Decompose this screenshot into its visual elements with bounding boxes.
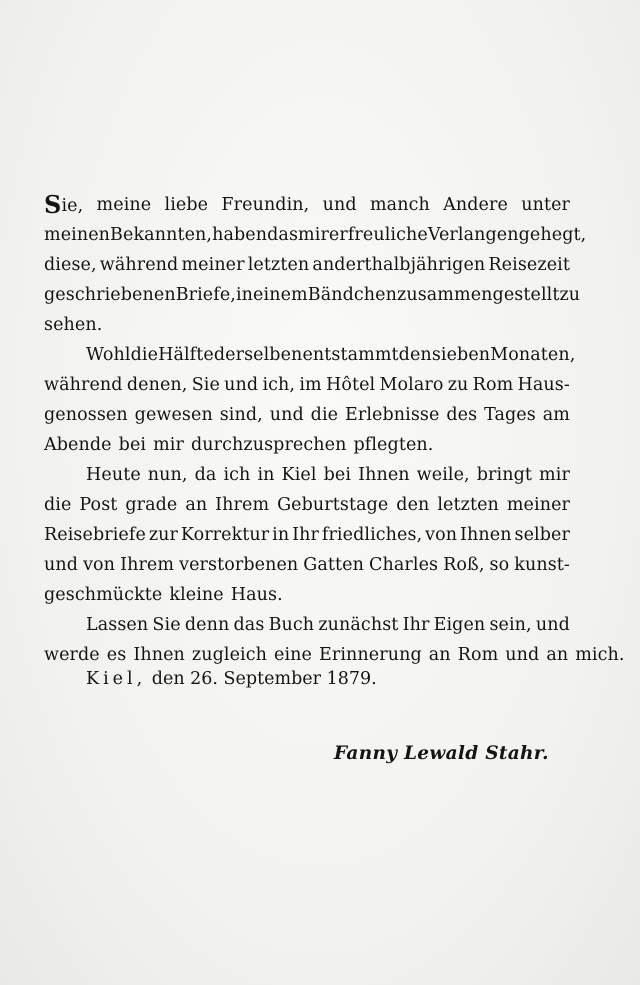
text-line: Heute nun, da ich in Kiel bei Ihnen weile, bringt mir bbox=[86, 465, 570, 485]
signature: Fanny Lewald Stahr. bbox=[334, 743, 549, 764]
text-line: diese, während meiner letzten anderthalbjährigen Reisezeit bbox=[44, 255, 570, 275]
text-line: Wohl die Hälfte derselben entstammt den sieben Monaten, bbox=[86, 345, 576, 365]
dateline bbox=[86, 664, 377, 694]
text-line: und von Ihrem verstorbenen Gatten Charles Roß, so kunst- bbox=[44, 555, 570, 575]
dateline-place: Kiel, bbox=[86, 669, 147, 689]
paragraph bbox=[44, 190, 587, 340]
paragraph bbox=[44, 460, 570, 610]
paragraph bbox=[44, 610, 625, 670]
text-line: Sie, meine liebe Freundin, und manch Andere unter bbox=[44, 190, 570, 219]
text-line: geschriebenen Briefe, in einem Bändchen zusammengestellt zu bbox=[44, 285, 581, 305]
text-line: Reisebriefe zur Korrektur in Ihr friedliches, von Ihnen selber bbox=[44, 525, 570, 545]
text-line: während denen, Sie und ich, im Hôtel Molaro zu Rom Haus- bbox=[44, 375, 570, 395]
text-line: geschmückte kleine Haus. bbox=[44, 585, 283, 605]
text-line: sehen. bbox=[44, 315, 103, 335]
text-line: Abende bei mir durchzusprechen pflegten. bbox=[44, 435, 434, 455]
text-line: genossen gewesen sind, und die Erlebnisse des Tages am bbox=[44, 405, 570, 425]
text-line: meinen Bekannten, haben das mir erfreuliche Verlangen gehegt, bbox=[44, 225, 587, 245]
text-line: werde es Ihnen zugleich eine Erinnerung an Rom und an mich. bbox=[44, 645, 625, 665]
letter-body bbox=[44, 190, 625, 670]
text-line: Lassen Sie denn das Buch zunächst Ihr Eigen sein, und bbox=[86, 615, 570, 635]
paragraph bbox=[44, 340, 576, 460]
text-line: die Post grade an Ihrem Geburtstage den letzten meiner bbox=[44, 495, 570, 515]
dateline-date: den 26. September 1879. bbox=[151, 669, 377, 689]
